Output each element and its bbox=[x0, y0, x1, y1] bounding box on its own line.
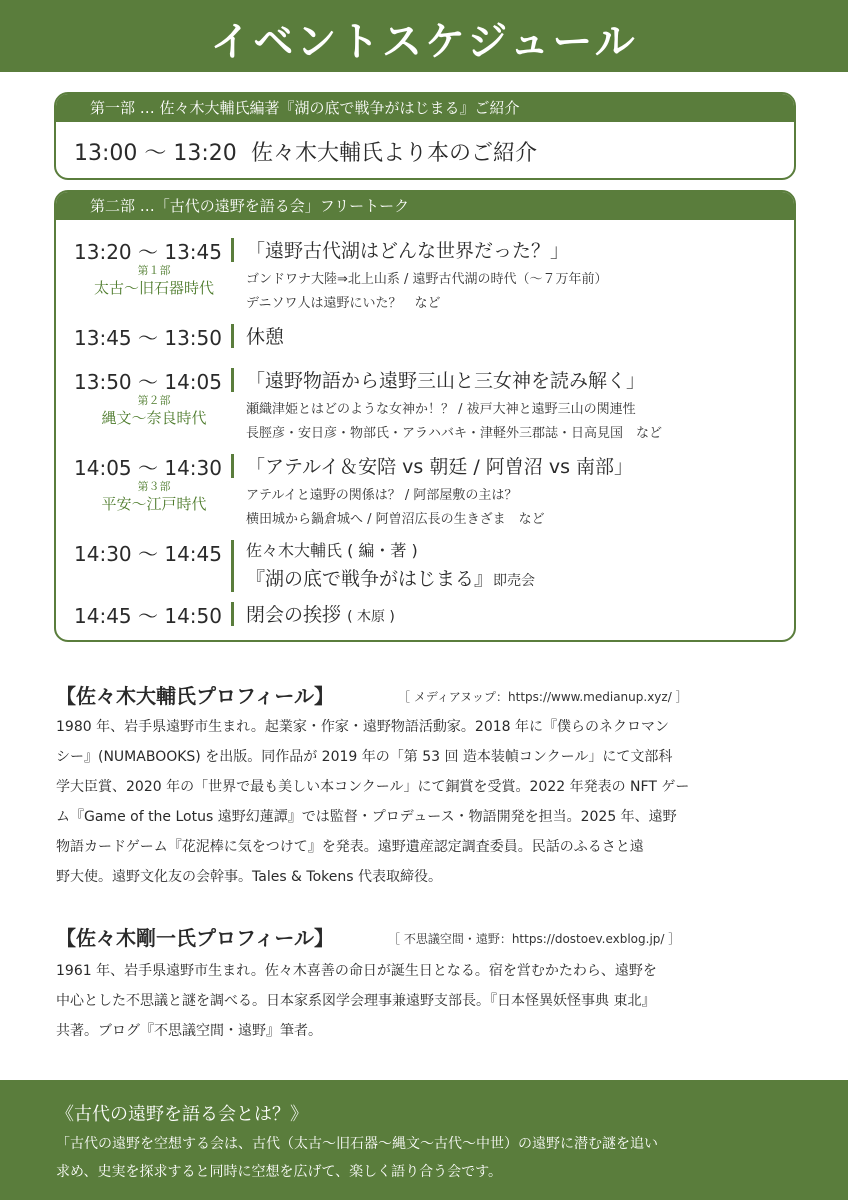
accent-bar bbox=[231, 238, 234, 262]
session-title: 休憩 bbox=[246, 326, 285, 348]
session-time: 13:50 〜 14:05 bbox=[74, 370, 222, 394]
session-line: 佐々木大輔氏 ( 編・著 ) bbox=[246, 541, 418, 560]
era-label bbox=[74, 264, 234, 298]
profile-line: 野大使。遠野文化友の会幹事。Tales & Tokens 代表取締役。 bbox=[56, 869, 443, 885]
era-label bbox=[74, 394, 234, 428]
part1-row bbox=[74, 136, 537, 167]
profile1-text bbox=[56, 712, 796, 892]
era-number: 第２部 bbox=[137, 394, 171, 407]
profile1-heading: 【佐々木大輔氏プロフィール】 bbox=[56, 684, 334, 708]
session-title: 「アテルイ＆安陪 vs 朝廷 / 阿曽沼 vs 南部」 bbox=[246, 456, 634, 478]
footer-band bbox=[0, 1080, 848, 1200]
part2-box bbox=[54, 190, 796, 642]
accent-bar bbox=[231, 540, 234, 592]
part1-title: 佐々木大輔氏より本のご紹介 bbox=[251, 141, 538, 166]
accent-bar bbox=[231, 602, 234, 626]
profile2-text bbox=[56, 956, 796, 1046]
accent-bar bbox=[231, 368, 234, 392]
profile-line: 学大臣賞、2020 年の「世界で最も美しい本コンクール」にて銅賞を受賞。2022 年発表の NFT ゲー bbox=[56, 779, 690, 795]
book-sale-line bbox=[246, 564, 535, 591]
book-title: 『湖の底で戦争がはじまる』 bbox=[246, 568, 494, 590]
era-number: 第３部 bbox=[137, 480, 171, 493]
page-title: イベントスケジュール bbox=[210, 19, 638, 65]
accent-bar bbox=[231, 324, 234, 348]
session-detail: ゴンドワナ大陸⇒北上山系 / 遠野古代湖の時代（〜７万年前） bbox=[246, 272, 608, 287]
session-detail: デニソワ人は遠野にいた？ など bbox=[246, 296, 441, 311]
profile-line: ム『Game of the Lotus 遠野幻蓮譚』では監督・プロデュース・物語開発を担当。2025 年、遠野 bbox=[56, 809, 677, 825]
profile-line: 中心とした不思議と謎を調べる。日本家系図学会理事兼遠野支部長。『日本怪異妖怪事典 東北』 bbox=[56, 993, 656, 1009]
profile-line: シー』(NUMABOOKS) を出版。同作品が 2019 年の「第 53 回 造本装幀コンクール」にて文部科 bbox=[56, 749, 673, 765]
profile1-link[interactable]: ［ メディアヌップ：https://www.medianup.xyz/ ］ bbox=[398, 690, 688, 704]
footer-title: 《古代の遠野を語る会とは？》 bbox=[56, 1104, 308, 1125]
profile-line: 1961 年、岩手県遠野市生まれ。佐々木喜善の命日が誕生日となる。宿を営むかたわら、遠野を bbox=[56, 963, 657, 979]
session-title: 閉会の挨拶 bbox=[246, 604, 342, 626]
footer-line: 求め、史実を探求すると同時に空想を広げて、楽しく語り合う会です。 bbox=[56, 1164, 503, 1180]
footer-line: 「古代の遠野を空想する会は、古代（太古〜旧石器〜縄文〜古代〜中世）の遠野に潜む謎を追い bbox=[56, 1136, 658, 1152]
era-name: 太古〜旧石器時代 bbox=[93, 279, 214, 297]
part1-bar: 第一部 … 佐々木大輔氏編著『湖の底で戦争がはじまる』ご紹介 bbox=[56, 94, 794, 122]
profile-line: 物語カードゲーム『花泥棒に気をつけて』を発表。遠野遺産認定調査委員。民話のふるさと遠 bbox=[56, 839, 644, 855]
session-time: 13:45 〜 13:50 bbox=[74, 326, 222, 350]
session-title: 「遠野古代湖はどんな世界だった？」 bbox=[246, 240, 570, 262]
profile2-heading: 【佐々木剛一氏プロフィール】 bbox=[56, 926, 334, 950]
era-number: 第１部 bbox=[137, 264, 171, 277]
session-detail: 長脛彦・安日彦・物部氏・アラハバキ・津軽外三郡誌・日高見国 など bbox=[246, 426, 663, 441]
profile2-link[interactable]: ［ 不思議空間・遠野：https://dostoev.exblog.jp/ ］ bbox=[388, 932, 681, 946]
profile-line: 1980 年、岩手県遠野市生まれ。起業家・作家・遠野物語活動家。2018 年に『僕らのネクロマン bbox=[56, 719, 669, 735]
session-time: 13:20 〜 13:45 bbox=[74, 240, 222, 264]
session-title: 「遠野物語から遠野三山と三女神を読み解く」 bbox=[246, 370, 646, 392]
session-detail: 瀬織津姫とはどのような女神か！？ / 祓戸大神と遠野三山の関連性 bbox=[246, 402, 636, 417]
accent-bar bbox=[231, 454, 234, 478]
session-detail: 横田城から鍋倉城へ / 阿曽沼広長の生きざま など bbox=[246, 512, 545, 527]
part1-box bbox=[54, 92, 796, 180]
era-label bbox=[74, 480, 234, 514]
session-time: 14:45 〜 14:50 bbox=[74, 604, 222, 628]
session-time: 14:30 〜 14:45 bbox=[74, 542, 222, 566]
era-name: 平安〜江戸時代 bbox=[101, 495, 207, 513]
part1-time: 13:00 〜 13:20 bbox=[74, 141, 237, 166]
header-band bbox=[0, 0, 848, 72]
era-name: 縄文〜奈良時代 bbox=[101, 409, 207, 427]
session-note: ( 木原 ) bbox=[347, 609, 395, 625]
footer-text bbox=[56, 1130, 796, 1186]
closing-line bbox=[246, 600, 395, 627]
sale-label: 即売会 bbox=[493, 573, 536, 589]
session-detail: アテルイと遠野の関係は？ / 阿部屋敷の主は？ bbox=[246, 488, 518, 503]
part2-bar: 第二部 …「古代の遠野を語る会」フリートーク bbox=[56, 192, 794, 220]
session-time: 14:05 〜 14:30 bbox=[74, 456, 222, 480]
profile-line: 共著。ブログ『不思議空間・遠野』筆者。 bbox=[56, 1023, 322, 1039]
